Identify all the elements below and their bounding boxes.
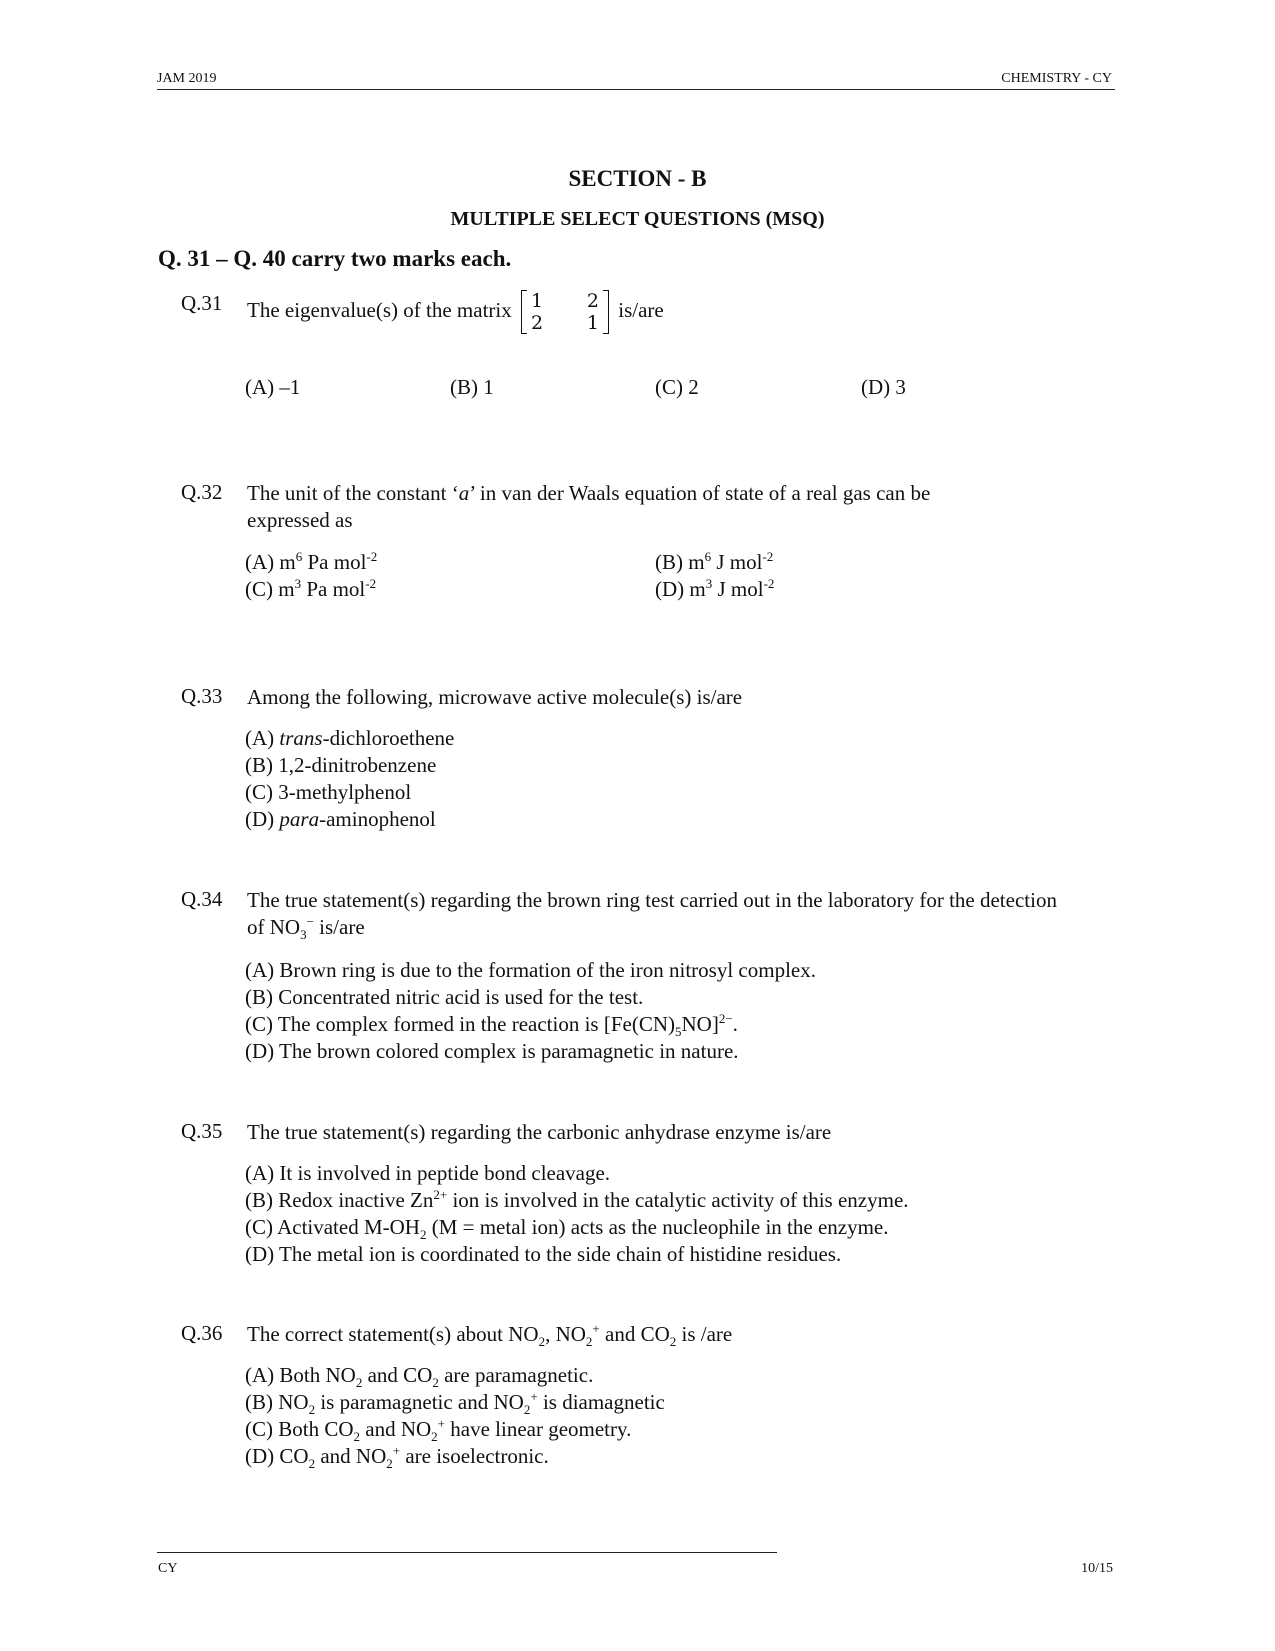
- question-number: Q.35: [181, 1119, 223, 1143]
- option-a: (A) Both $NO_2$ and $CO_2$ are paramagnetic.: [245, 1363, 594, 1391]
- question-text: The correct statement(s) about $NO_2$, $NO_2^+$ and $CO_2$ is /are: [247, 1321, 733, 1350]
- marks-instruction: Q. 31 – Q. 40 carry two marks each.: [158, 246, 512, 271]
- option-c: (C) Both $CO_2$ and $NO_2^+$ have linear geometry.: [245, 1416, 632, 1445]
- option-b: (B) 1,2-dinitrobenzene: [245, 753, 437, 777]
- section-subtitle: MULTIPLE SELECT QUESTIONS (MSQ): [450, 208, 825, 230]
- question-text-pre: The eigenvalue(s) of the matrix: [247, 298, 512, 322]
- footer-subject-code: CY: [158, 1561, 178, 1576]
- text-part: The unit of the constant ‘: [247, 481, 459, 505]
- question-number: Q.36: [181, 1321, 223, 1345]
- page-number: 10/15: [1081, 1561, 1113, 1576]
- question-text: [247, 480, 1017, 534]
- matrix-right-bracket: [603, 290, 609, 334]
- option-c: (C) $m^3$ Pa mol$^{-2}$: [245, 576, 377, 601]
- question-number: Q.33: [181, 684, 223, 708]
- option-b: (B) Concentrated nitric acid is used for the test.: [245, 985, 644, 1009]
- matrix: [521, 290, 609, 334]
- option-c: (C) 2: [655, 375, 699, 399]
- question-text: Among the following, microwave active molecule(s) is/are: [247, 685, 743, 709]
- question-text: The true statement(s) regarding the brown ring test carried out in the laboratory for the detection of $NO_3^-$ is/are: [247, 888, 1057, 943]
- matrix-cell: 1: [586, 312, 599, 335]
- question-text-post: is/are: [618, 298, 664, 322]
- question-text: [247, 288, 1087, 334]
- option-d: (D) The brown colored complex is paramagnetic in nature.: [245, 1039, 739, 1063]
- option-a: (A) $m^6$ Pa mol$^{-2}$: [245, 549, 378, 574]
- option-d: (D) $CO_2$ and $NO_2^+$ are isoelectronic.: [245, 1443, 549, 1472]
- section-title: SECTION - B: [568, 166, 707, 191]
- question-number: Q.32: [181, 480, 223, 504]
- option-c: (C) 3-methylphenol: [245, 780, 412, 804]
- option-d: (D) The metal ion is coordinated to the side chain of histidine residues.: [245, 1242, 842, 1266]
- variable-a: a: [458, 481, 470, 505]
- header-exam-name: JAM 2019: [157, 71, 217, 86]
- option-d: (D) para-aminophenol: [245, 807, 436, 831]
- option-a: (A) It is involved in peptide bond cleavage.: [245, 1161, 611, 1185]
- header-subject: CHEMISTRY - CY: [1001, 71, 1112, 86]
- option-a: (A) trans-dichloroethene: [245, 726, 455, 750]
- matrix-cell: 1: [530, 290, 544, 313]
- option-c: (C) Activated $M-OH_2$ (M = metal ion) acts as the nucleophile in the enzyme.: [245, 1215, 889, 1243]
- option-a: (A) Brown ring is due to the formation of the iron nitrosyl complex.: [245, 958, 816, 982]
- option-b: (B) $NO_2$ is paramagnetic and $NO_2^+$ is diamagnetic: [245, 1389, 665, 1418]
- option-b: (B) 1: [450, 375, 494, 399]
- option-b: (B) $m^6$ J mol$^{-2}$: [655, 549, 774, 574]
- question-number: Q.34: [181, 887, 223, 911]
- option-b: (B) Redox inactive $Zn^{2+}$ ion is involved in the catalytic activity of this enzyme.: [245, 1187, 909, 1212]
- header-divider: [157, 89, 1115, 90]
- footer-divider: [157, 1552, 777, 1553]
- text-part: ’ in van der Waals equation of state of a real gas can be expressed as: [247, 481, 931, 532]
- option-d: (D) 3: [861, 375, 906, 399]
- option-c: (C) The complex formed in the reaction is $[Fe(CN)_5NO]^{2-}$.: [245, 1011, 738, 1040]
- matrix-cell: 2: [530, 312, 544, 335]
- matrix-left-bracket: [521, 290, 527, 334]
- matrix-cell: 2: [586, 290, 599, 313]
- option-a: (A) –1: [245, 375, 301, 399]
- option-d: (D) $m^3$ J mol$^{-2}$: [655, 576, 775, 601]
- question-text: The true statement(s) regarding the carbonic anhydrase enzyme is/are: [247, 1120, 832, 1144]
- question-number: Q.31: [181, 291, 223, 315]
